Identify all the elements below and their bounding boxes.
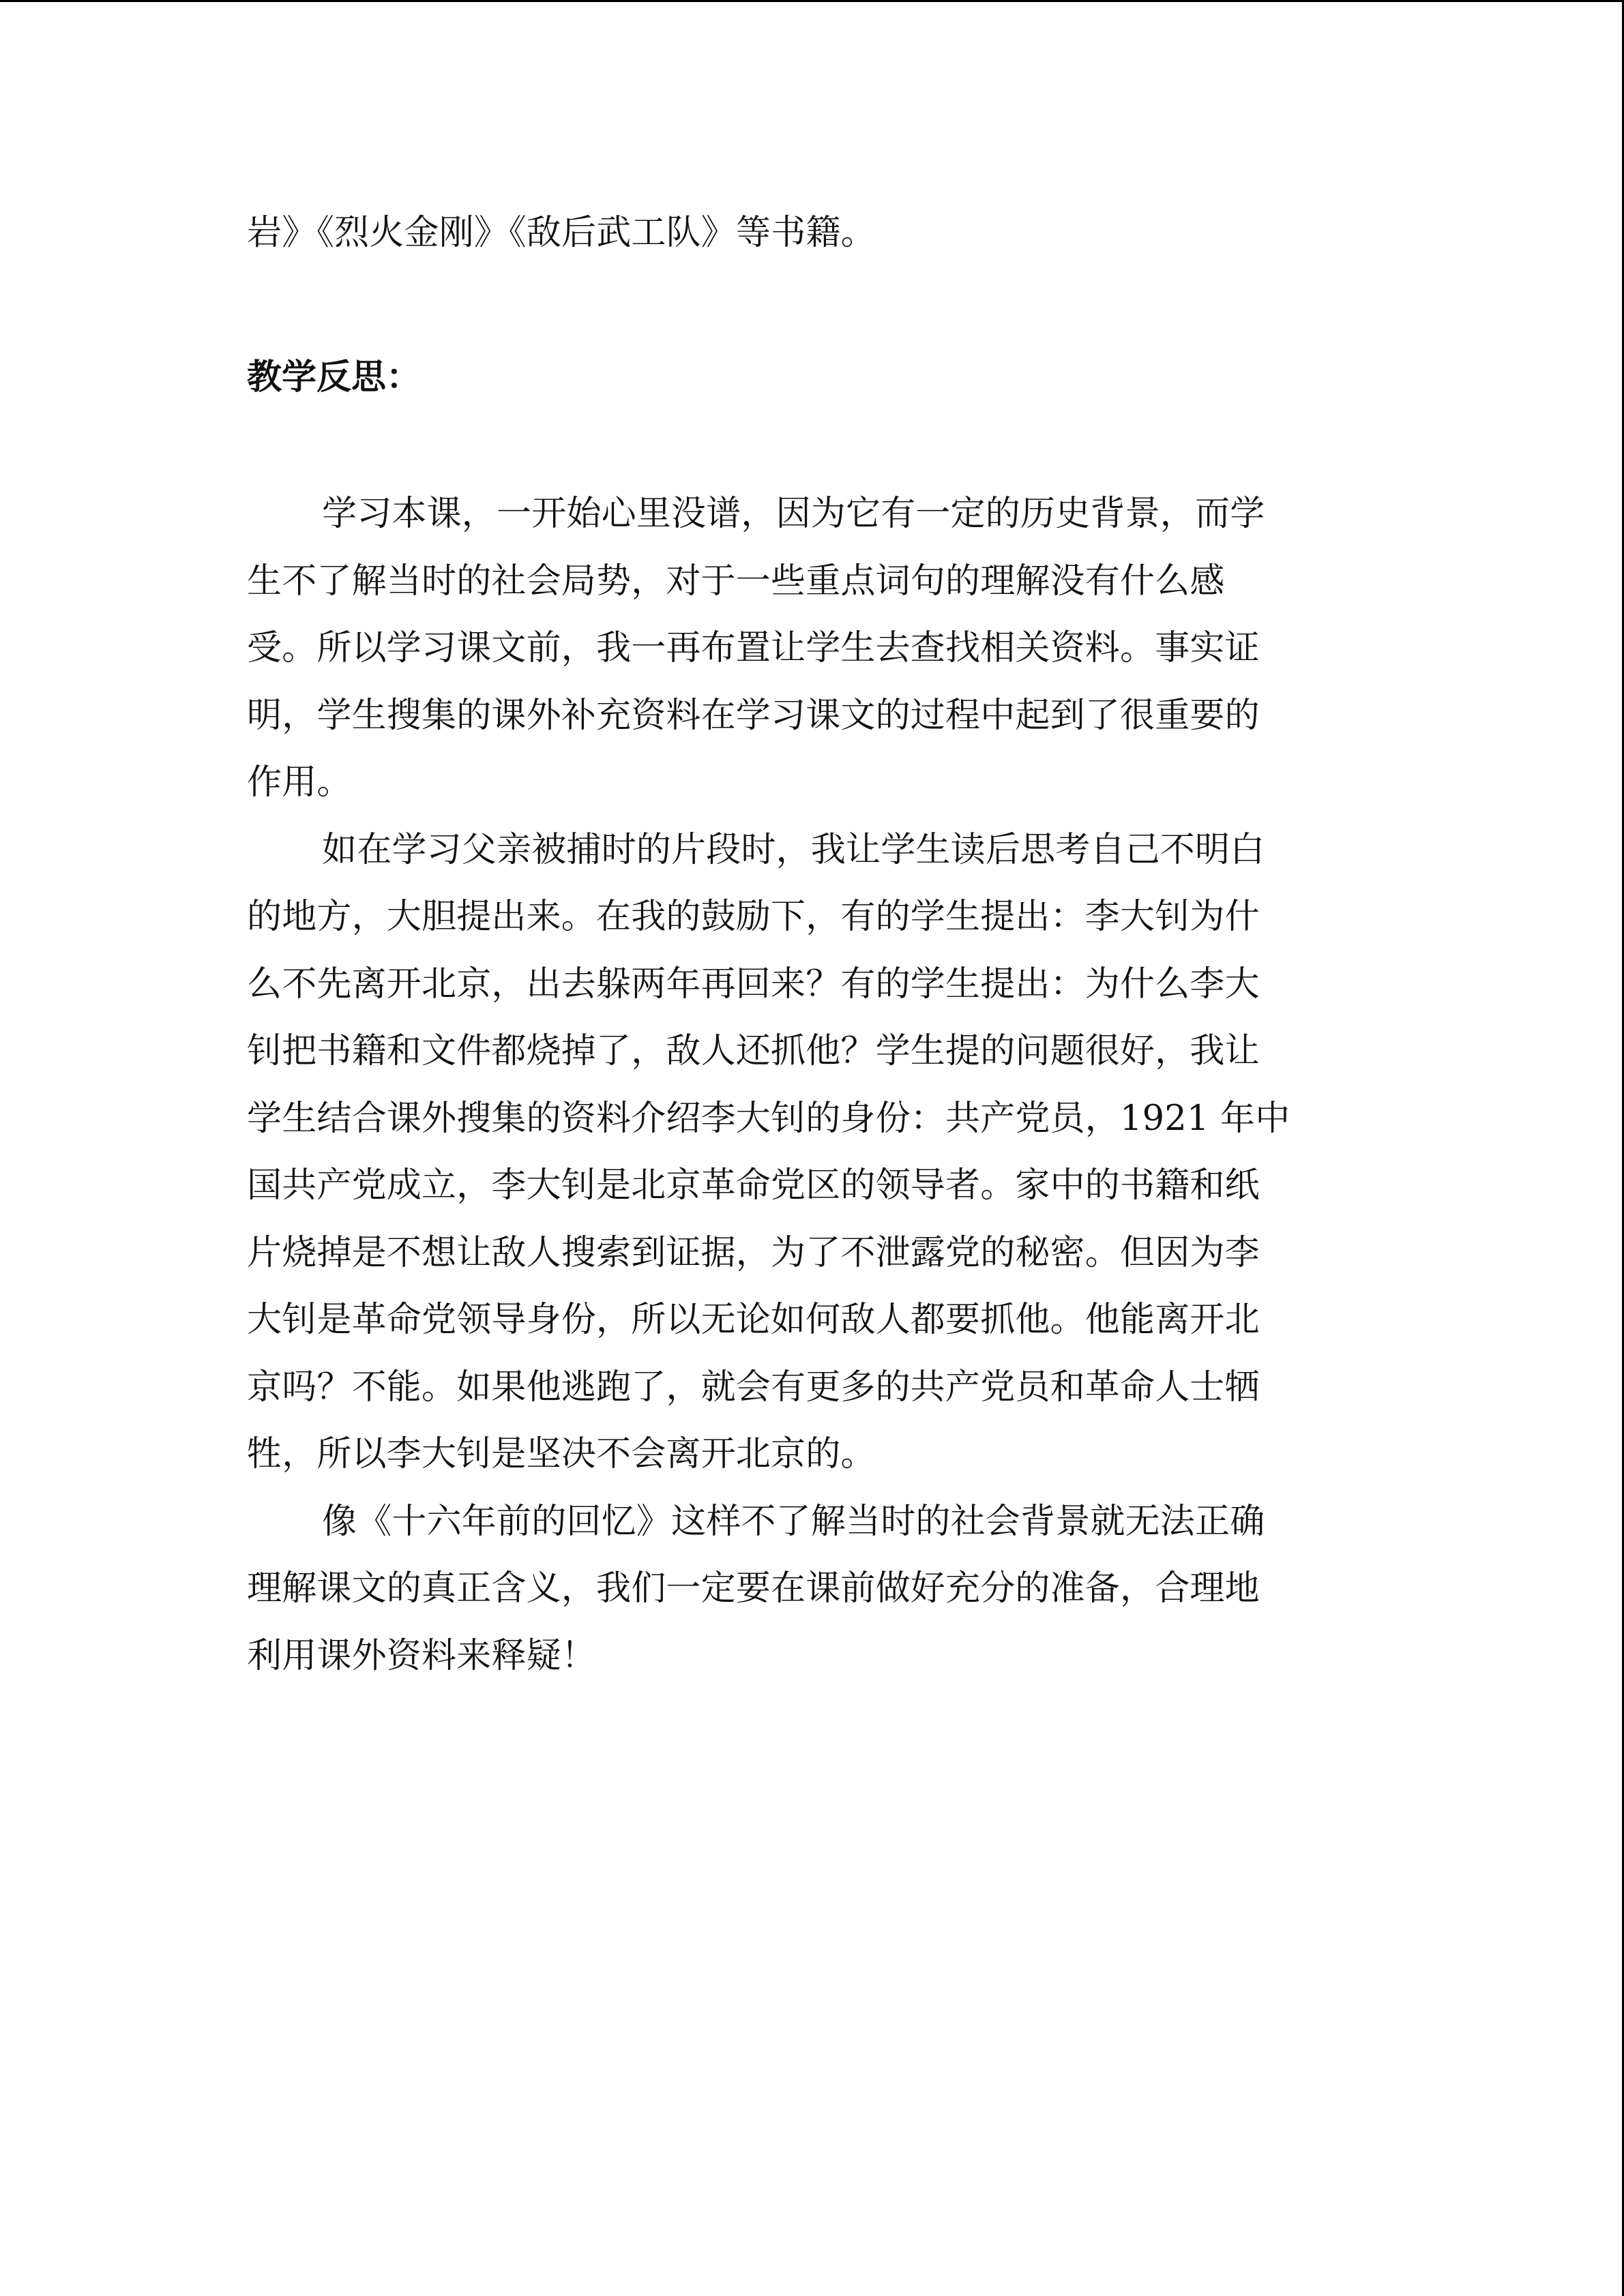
text-line: 受。所以学习课文前，我一再布置让学生去查找相关资料。事实证 [247,628,1260,668]
text-line: 国共产党成立，李大钊是北京革命党区的领导者。家中的书籍和纸 [247,1165,1260,1206]
text-line: 学习本课，一开始心里没谱，因为它有一定的历史背景，而学 [322,494,1265,534]
text-line: 大钊是革命党领导身份，所以无论如何敌人都要抓他。他能离开北 [247,1300,1260,1340]
text-line: 像《十六年前的回忆》这样不了解当时的社会背景就无法正确 [322,1501,1265,1542]
section-heading: 教学反思： [247,357,422,398]
text-line: 片烧掉是不想让敌人搜索到证据，为了不泄露党的秘密。但因为李 [247,1232,1260,1273]
text-line: 的地方，大胆提出来。在我的鼓励下，有的学生提出：李大钊为什 [247,897,1260,937]
continuation-paragraph [247,200,1352,267]
text-line: 学生结合课外搜集的资料介绍李大钊的身份：共产党员，1921 年中 [247,1098,1290,1139]
text-line: 么不先离开北京，出去躲两年再回来？有的学生提出：为什么李大 [247,964,1260,1004]
text-line: 作用。 [247,762,352,803]
text-line: 钊把书籍和文件都烧掉了，敌人还抓他？学生提的问题很好，我让 [247,1031,1260,1071]
text-line: 明，学生搜集的课外补充资料在学习课文的过程中起到了很重要的 [247,695,1260,736]
text-line: 生不了解当时的社会局势，对于一些重点词句的理解没有什么感 [247,561,1225,601]
text-line: 理解课文的真正含义，我们一定要在课前做好充分的准备，合理地 [247,1568,1260,1609]
reflection-body [247,481,1352,1690]
text-line: 牲，所以李大钊是坚决不会离开北京的。 [247,1434,876,1474]
text-line: 岩》《烈火金刚》《敌后武工队》等书籍。 [247,213,876,253]
text-line: 如在学习父亲被捕时的片段时，我让学生读后思考自己不明白 [322,829,1265,870]
text-line: 京吗？不能。如果他逃跑了，就会有更多的共产党员和革命人士牺 [247,1367,1260,1407]
text-line: 利用课外资料来释疑！ [247,1635,597,1676]
